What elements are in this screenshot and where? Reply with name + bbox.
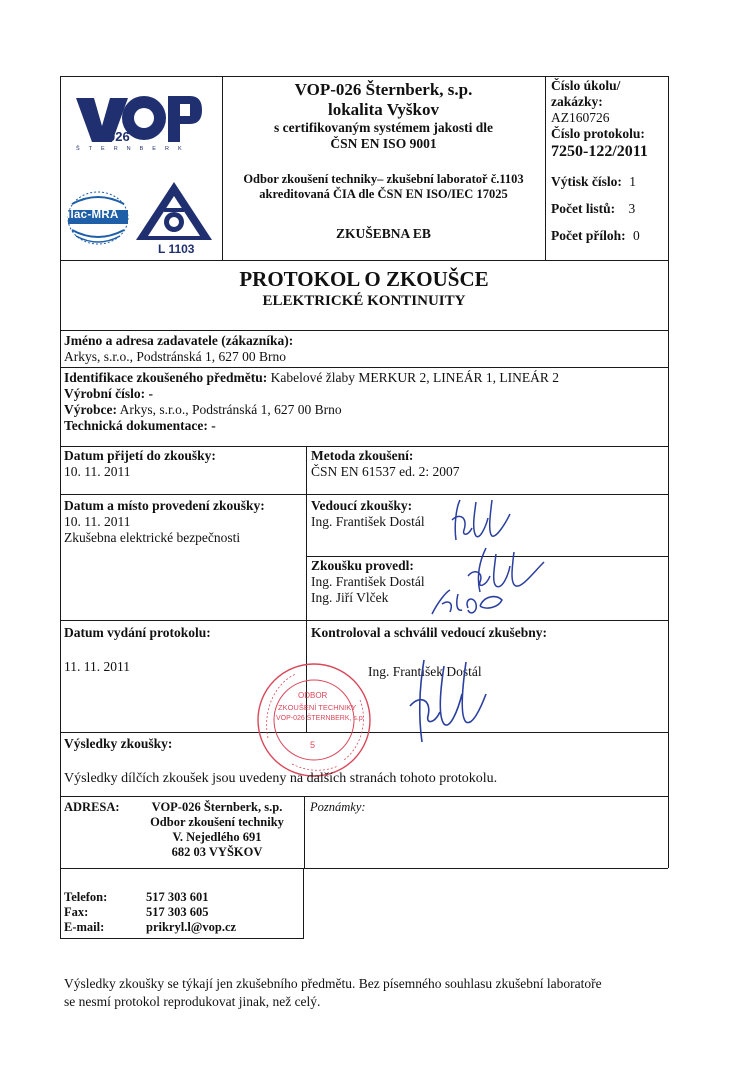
dept-line-1: Odbor zkoušení techniky– zkušební laboratoř č.1103 (243, 172, 524, 186)
ilac-logo-text: ilac-MRA (67, 209, 119, 221)
stamp-line-3: VOP-026 ŠTERNBERK, s.p. (276, 715, 365, 722)
order-label-1: Číslo úkolu/ (551, 78, 621, 93)
address-line-1: VOP-026 Šternberk, s.p. (151, 800, 283, 814)
notes-label: Poznámky: (310, 800, 366, 814)
footer-line-2: se nesmí protokol reprodukovat jinak, než celý. (64, 994, 321, 1009)
executed-block (311, 558, 425, 606)
footer-line-1: Výsledky zkoušky se týkají jen zkušebního předmětu. Bez písemného souhlasu zkušební laboratoře (64, 976, 602, 991)
stamp-line-1: ODBOR (298, 691, 328, 700)
attach-value: 0 (632, 228, 640, 243)
cert-line-1: s certifikovaným systémem jakosti dle (274, 120, 493, 135)
leader-block (311, 498, 425, 530)
page-subtitle: ELEKTRICKÉ KONTINUITY (262, 293, 466, 309)
executed-label: Zkoušku provedl: (311, 558, 414, 573)
fax-label: Fax: (64, 905, 89, 919)
method-label: Metoda zkoušení: (311, 448, 414, 463)
vop-logo-subtitle: ŠTERNBERK (76, 146, 191, 152)
email-label: E-mail: (64, 920, 105, 934)
vop-logo-number: 026 (108, 129, 130, 144)
client-value: Arkys, s.r.o., Podstránská 1, 627 00 Brno (64, 349, 286, 364)
client-block (64, 333, 293, 365)
header-dept (222, 172, 545, 202)
serial-label: Výrobní číslo: - (64, 386, 154, 401)
signature-leader (446, 496, 516, 549)
leader-label: Vedoucí zkoušky: (311, 498, 413, 513)
issued-value: 11. 11. 2011 (64, 659, 130, 674)
cia-logo (134, 180, 214, 242)
header-meta (551, 78, 648, 162)
stamp-number: 5 (310, 740, 316, 750)
executed-name-2: Ing. Jiří Vlček (311, 590, 389, 605)
dept-line-2: akreditovaná ČIA dle ČSN EN ISO/IEC 17025 (259, 187, 508, 201)
address-block (134, 800, 300, 860)
item-block (64, 370, 559, 434)
received-label: Datum přijetí do zkoušky: (64, 448, 216, 463)
results-label: Výsledky zkoušky: (64, 736, 173, 751)
protocol-label: Číslo protokolu: (551, 126, 645, 141)
fax-value: 517 303 605 (146, 905, 209, 919)
address-line-4: 682 03 VYŠKOV (171, 845, 263, 859)
sheets-row (551, 201, 635, 217)
title-block (60, 266, 668, 310)
results-text: Výsledky dílčích zkoušek jsou uvedeny na dalších stranách tohoto protokolu. (64, 771, 498, 786)
sheets-label: Počet listů: (551, 201, 616, 216)
maker-value: Arkys, s.r.o., Podstránská 1, 627 00 Brno (119, 402, 342, 417)
address-line-2: Odbor zkoušení techniky (150, 815, 284, 829)
header-center (222, 80, 545, 152)
copy-row (551, 174, 636, 190)
protocol-value: 7250-122/2011 (551, 143, 648, 160)
order-value: AZ160726 (551, 110, 610, 125)
leader-name: Ing. František Dostál (311, 514, 425, 529)
performed-place: Zkušebna elektrické bezpečnosti (64, 530, 241, 545)
cert-line-2: ČSN EN ISO 9001 (330, 136, 437, 151)
page-title: PROTOKOL O ZKOUŠCE (239, 267, 489, 291)
cia-code: L 1103 (158, 242, 195, 256)
executed-name-1: Ing. František Dostál (311, 574, 425, 589)
method-block (311, 448, 460, 480)
approved-label: Kontroloval a schválil vedoucí zkušebny: (311, 625, 548, 640)
contact-values (146, 890, 236, 935)
stamp-line-2: ZKOUŠENÍ TECHNIKY (278, 703, 357, 712)
copy-value: 1 (629, 174, 636, 189)
issued-label: Datum vydání protokolu: (64, 625, 211, 640)
approved-name: Ing. František Dostál (368, 664, 482, 679)
attach-label: Počet příloh: (551, 228, 626, 243)
copy-label: Výtisk číslo: (551, 174, 622, 189)
lab-name: ZKUŠEBNA EB (336, 226, 431, 241)
received-value: 10. 11. 2011 (64, 464, 131, 479)
sheets-value: 3 (628, 201, 636, 216)
ident-value: Kabelové žlaby MERKUR 2, LINEÁR 1, LINEÁR 2 (270, 370, 559, 385)
phone-value: 517 303 601 (146, 890, 209, 904)
received-block (64, 448, 216, 480)
performed-label: Datum a místo provedení zkoušky: (64, 498, 265, 513)
ident-label: Identifikace zkoušeného předmětu: (64, 370, 268, 385)
company-location: lokalita Vyškov (327, 100, 439, 119)
order-label-2: zakázky: (551, 94, 603, 109)
issued-block (64, 625, 211, 675)
signature-approver (400, 654, 490, 749)
maker-label: Výrobce: (64, 402, 117, 417)
attach-row (551, 228, 640, 244)
phone-label: Telefon: (64, 890, 108, 904)
client-label: Jméno a adresa zadavatele (zákazníka): (64, 333, 294, 348)
company-name: VOP-026 Šternberk, s.p. (294, 80, 473, 99)
email-value: prikryl.l@vop.cz (146, 920, 237, 934)
performed-block (64, 498, 265, 546)
doc-label: Technická dokumentace: - (64, 418, 216, 433)
address-line-3: V. Nejedlého 691 (172, 830, 262, 844)
signature-executed-2 (428, 584, 508, 625)
contact-labels (64, 890, 107, 935)
vop-logo (72, 92, 202, 152)
method-value: ČSN EN 61537 ed. 2: 2007 (311, 464, 460, 479)
performed-date: 10. 11. 2011 (64, 514, 131, 529)
footer-note (64, 975, 602, 1011)
address-label: ADRESA: (64, 800, 120, 814)
